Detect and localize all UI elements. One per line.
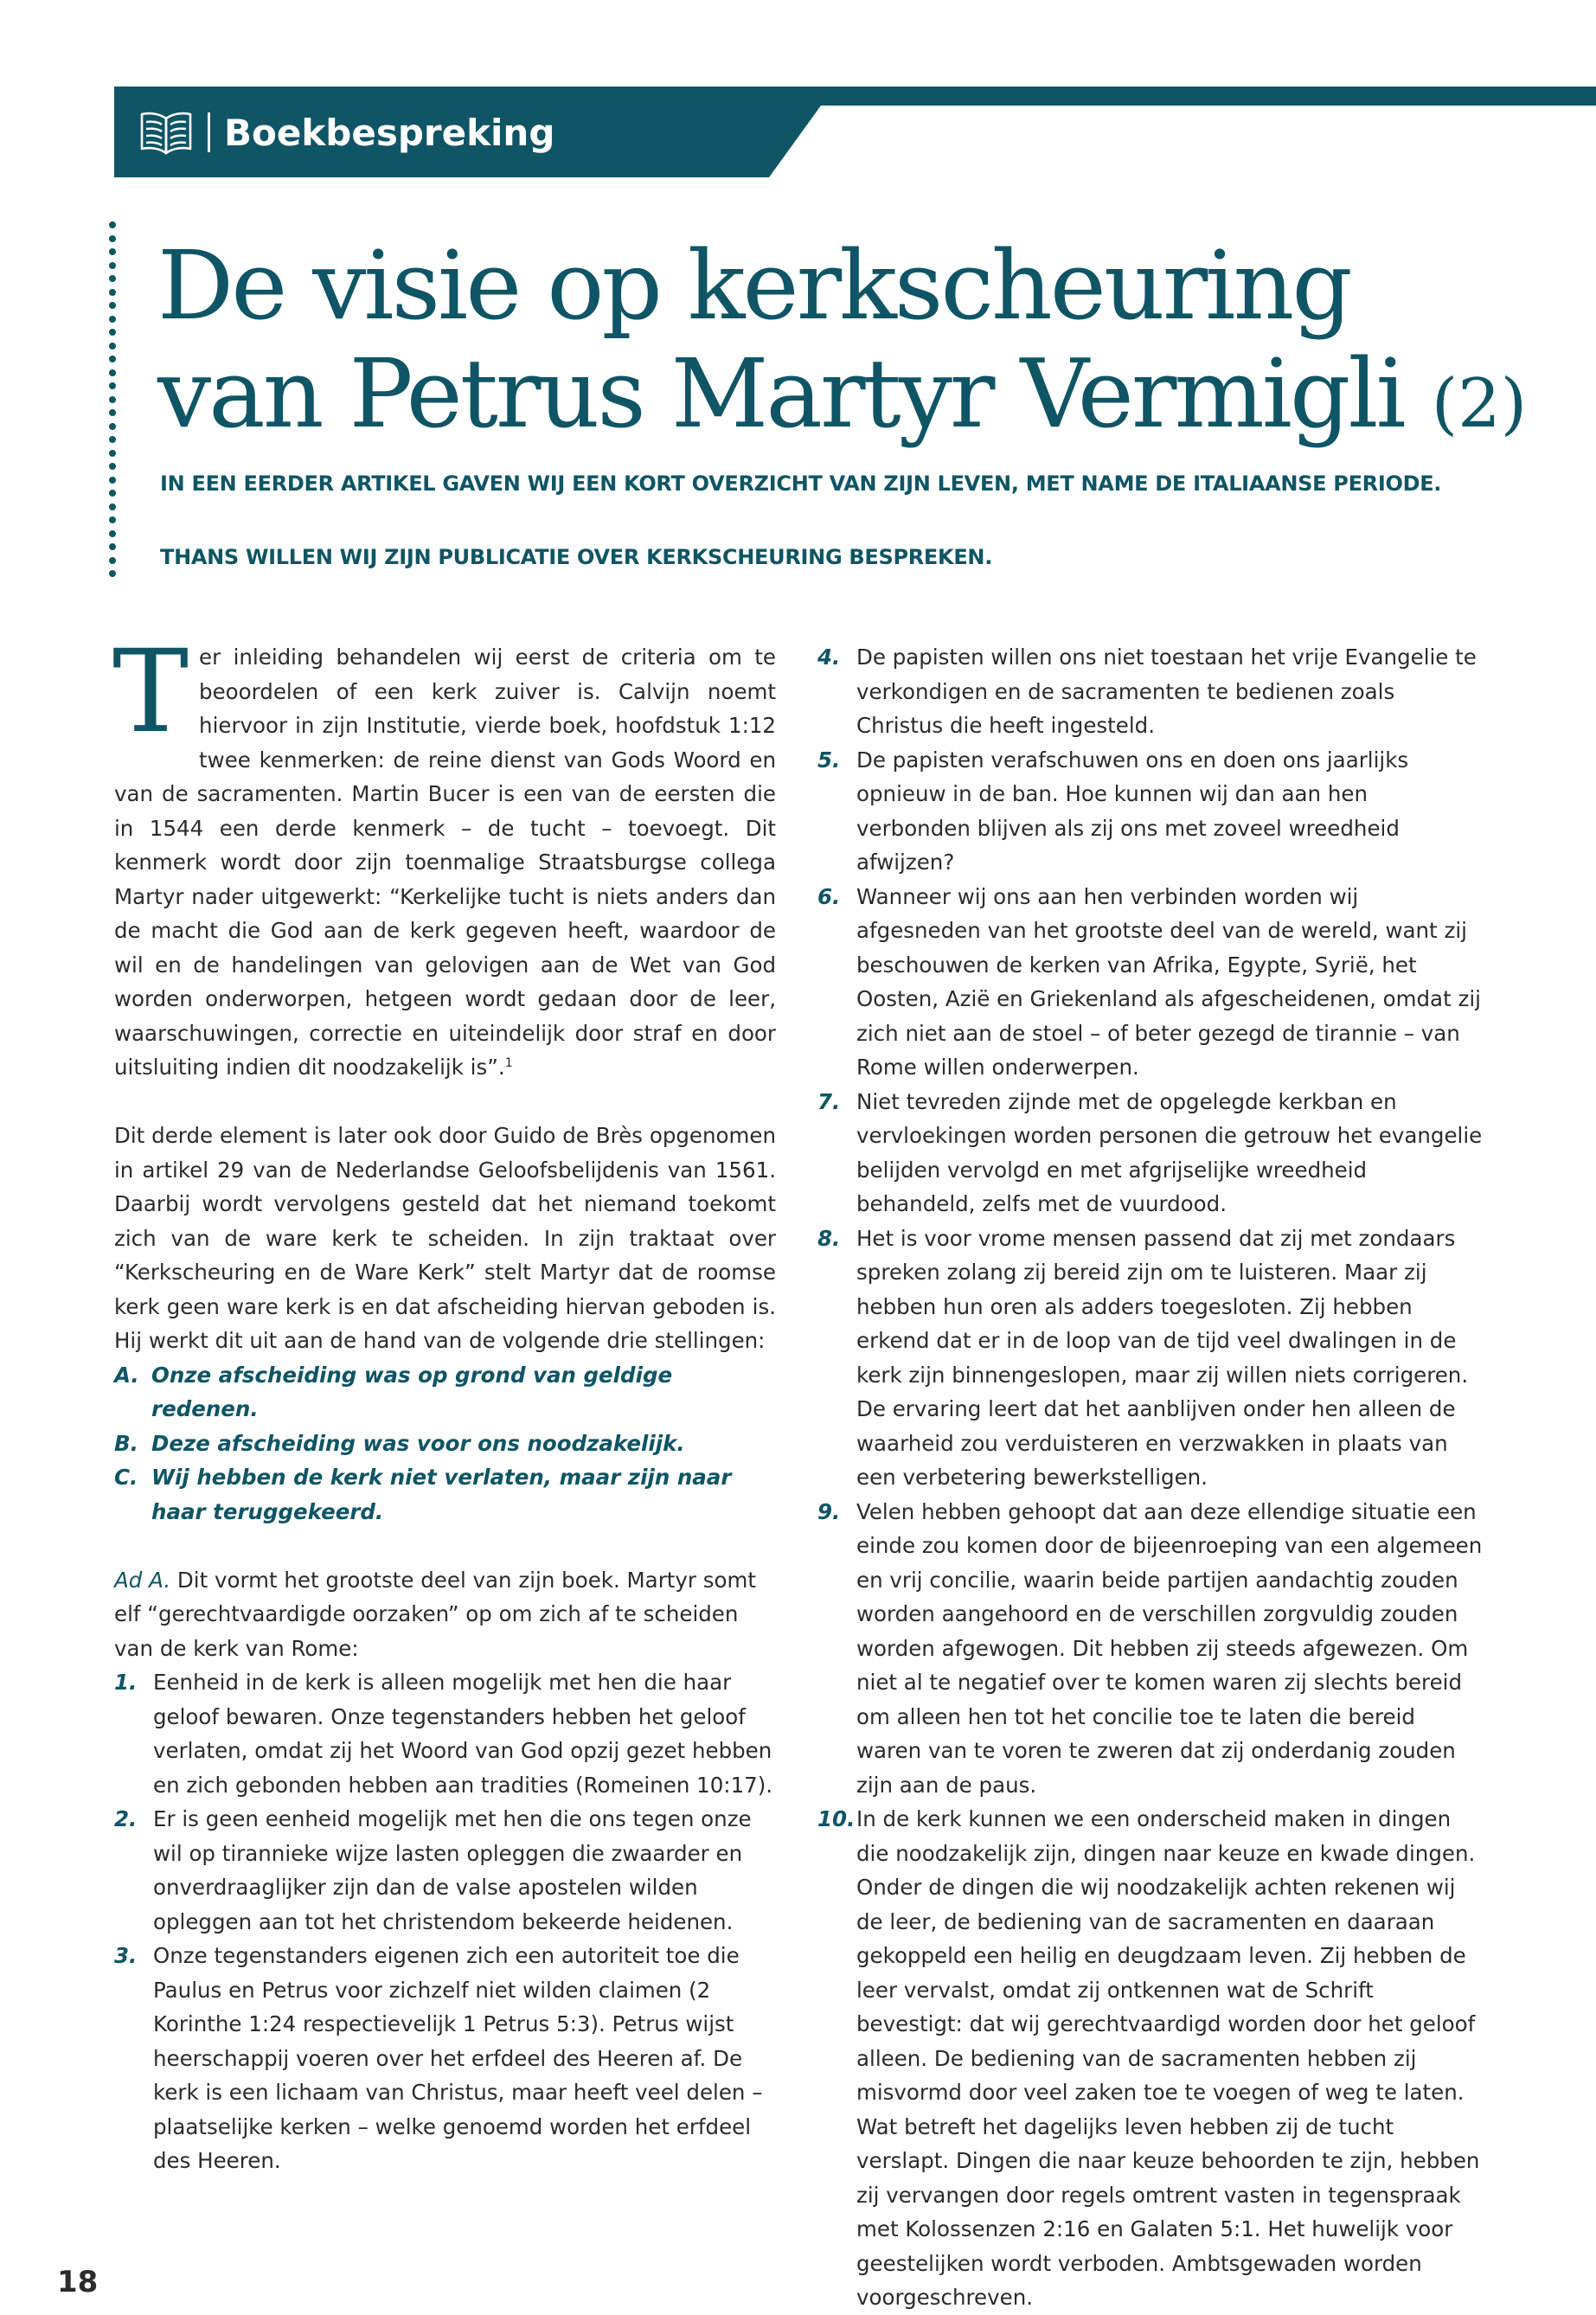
statement-item: B. Deze afscheiding was voor ons noodzakelijk. <box>114 1430 685 1456</box>
dotted-divider <box>109 221 119 568</box>
section-label: Boekbespreking <box>224 111 555 154</box>
list-item: 1. Eenheid in de kerk is alleen mogelijk met hen die haar geloof bewaren. Onze tegenstanders hebben het geloof verlaten, omdat zij het Woord van God opzij gezet hebben en zich gebonden hebben aan tradities (Romeinen 10:17). <box>114 1670 773 1798</box>
statement-item: C. Wij hebben de kerk niet verlaten, maar zijn naar haar teruggekeerd. <box>114 1465 732 1524</box>
title-line-2: van Petrus Martyr Vermigli <box>157 338 1404 449</box>
list-item: 7. Niet tevreden zijnde met de opgelegde kerkban en vervloekingen worden personen die getrouw het evangelie belijden vervolgd en met afgrijselijke wreedheid behandeld, zelfs met de vuurdood. <box>817 1088 1483 1216</box>
left-column <box>112 625 776 2178</box>
list-item: 9. Velen hebben gehoopt dat aan deze ellendige situatie een einde zou komen door de bijeenroeping van een algemeen en vrij concilie, waarin beide partijen aandachtig zouden worden aangehoord en de verschillen zorgvuldig zouden worden afgewogen. Dit hebben zij steeds afgewezen. Om niet al te negatief over te komen waren zij slechts bereid om alleen hen tot het concilie toe te laten die bereid waren van te voren te zweren dat zij onderdanig zouden zijn aan de paus. <box>817 1498 1483 1798</box>
paragraph-3 <box>114 1563 776 1666</box>
page-number: 18 <box>57 2265 99 2299</box>
title-part-number: (2) <box>1431 365 1528 443</box>
section-header-bar <box>114 87 1596 177</box>
list-item: 8. Het is voor vrome mensen passend dat zij met zondaars spreken zolang zij bereid zijn om te luisteren. Maar zij hebben hun oren als adders toegesloten. Zij hebben erkend dat er in de loop van de tijd veel dwalingen in de kerk zijn binnengeslopen, maar zij willen niets corrigeren. De ervaring leert dat het aanblijven onder hen alleen de waarheid zou verduisteren en verzwakken in plaats van een verbetering bewerkstelligen. <box>817 1225 1469 1490</box>
open-book-icon <box>138 108 194 157</box>
ad-a-label: Ad A. <box>114 1567 171 1593</box>
drop-cap: T <box>112 625 189 759</box>
paragraph-2: Dit derde element is later ook door Guido de Brès opgenomen in artikel 29 van de Nederlandse Geloofsbelijdenis van 1561. Daarbij wordt vervolgens gesteld dat het niemand toekomt zich van de ware kerk te scheiden. In zijn traktaat over “Kerkscheuring en de Ware Kerk” stelt Martyr dat de roomse kerk geen ware kerk is en dat afscheiding hiervan geboden is. Hij werkt dit uit aan de hand van de volgende drie stellingen: <box>114 1123 776 1353</box>
list-item: 5. De papisten verafschuwen ons en doen ons jaarlijks opnieuw in de ban. Hoe kunnen wij dan aan hen verbonden blijven als zij ons met zoveel wreedheid afwijzen? <box>817 747 1409 875</box>
list-item: 4. De papisten willen ons niet toestaan het vrije Evangelie te verkondigen en de sacramenten te bedienen zoals Christus die heeft ingesteld. <box>817 644 1477 738</box>
right-column <box>817 640 1484 2315</box>
header-separator <box>208 112 210 152</box>
list-item: 3. Onze tegenstanders eigenen zich een autoriteit toe die Paulus en Petrus voor zichzelf niet wilden claimen (2 Korinthe 1:24 respectievelijk 1 Petrus 5:3). Petrus wijst heerschappij voeren over het erfdeel des Heeren af. De kerk is een lichaam van Christus, maar heeft veel delen – plaatselijke kerken – welke genoemd worden het erfdeel des Heeren. <box>114 1943 763 2173</box>
paragraph-1-text: er inleiding behandelen wij eerst de criteria om te beoordelen of een kerk zuiver is. Calvijn noemt hiervoor in zijn Institutie, vierde boek, hoofdstuk 1:12 twee kenmerken: de reine dienst van Gods Woord en van de sacramenten. Martin Bucer is een van de eersten die in 1544 een derde kenmerk – de tucht – toevoegt. Dit kenmerk wordt door zijn toenmalige Straatsburgse collega Martyr nader uitgewerkt: “Kerkelijke tucht is niets anders dan de macht die God aan de kerk gegeven heeft, waardoor de wil en de handelingen van gelovigen aan de Wet van God worden onderworpen, hetgeen wordt gedaan door de leer, waarschuwingen, correctie en uiteindelijk door straf en door uitsluiting indien dit noodzakelijk is”. <box>114 644 776 1080</box>
footnote-marker: 1 <box>504 1055 513 1070</box>
section-header-content <box>138 102 554 163</box>
statement-item: A. Onze afscheiding was op grond van geldige redenen. <box>114 1362 673 1421</box>
title-line-1: De visie op kerkscheuring <box>157 230 1350 341</box>
list-item: 6. Wanneer wij ons aan hen verbinden worden wij afgesneden van het grootste deel van de wereld, want zij beschouwen de kerken van Afrika, Egypte, Syrië, het Oosten, Azië en Griekenland als afgescheidenen, omdat zij zich niet aan de stoel – of beter gezegd de tirannie – van Rome willen onderwerpen. <box>817 883 1481 1080</box>
intro-line-1: IN EEN EERDER ARTIKEL GAVEN WIJ EEN KORT OVERZICHT VAN ZIJN LEVEN, MET NAME DE ITALIAANSE PERIODE. <box>160 471 1442 496</box>
list-item: 10. In de kerk kunnen we een onderscheid maken in dingen die noodzakelijk zijn, dingen naar keuze en kwade dingen. Onder de dingen die wij noodzakelijk achten rekenen wij de leer, de bediening van de sacramenten en daaraan gekoppeld een heilig en deugdzaam leven. Zij hebben de leer vervalst, omdat zij ontkennen wat de Schrift bevestigt: dat wij gerechtvaardigd worden door het geloof alleen. De bediening van de sacramenten hebben zij misvormd door veel zaken toe te voegen of weg te laten. Wat betreft het dagelijks leven hebben zij de tucht verslapt. Dingen die naar keuze behoorden te zijn, hebben zij vervangen door regels omtrent vasten in tegenspraak met Kolossenzen 2:16 en Galaten 5:1. Het huwelijk voor geestelijken wordt verboden. Ambtsgewaden worden voorgeschreven. <box>817 1806 1480 2310</box>
article-title <box>157 232 1576 459</box>
paragraph-3-text: Dit vormt het grootste deel van zijn boek. Martyr somt elf “gerechtvaardigde oorzaken” op om zich af te scheiden van de kerk van Rome: <box>114 1567 756 1661</box>
intro-line-2: THANS WILLEN WIJ ZIJN PUBLICATIE OVER KERKSCHEURING BESPREKEN. <box>160 545 993 569</box>
list-item: 2. Er is geen eenheid mogelijk met hen die ons tegen onze wil op tirannieke wijze lasten opleggen die zwaarder en onverdraaglijker zijn dan de valse apostelen wilden opleggen aan tot het christendom bekeerde heidenen. <box>114 1806 752 1934</box>
paragraph-1 <box>112 625 776 1085</box>
